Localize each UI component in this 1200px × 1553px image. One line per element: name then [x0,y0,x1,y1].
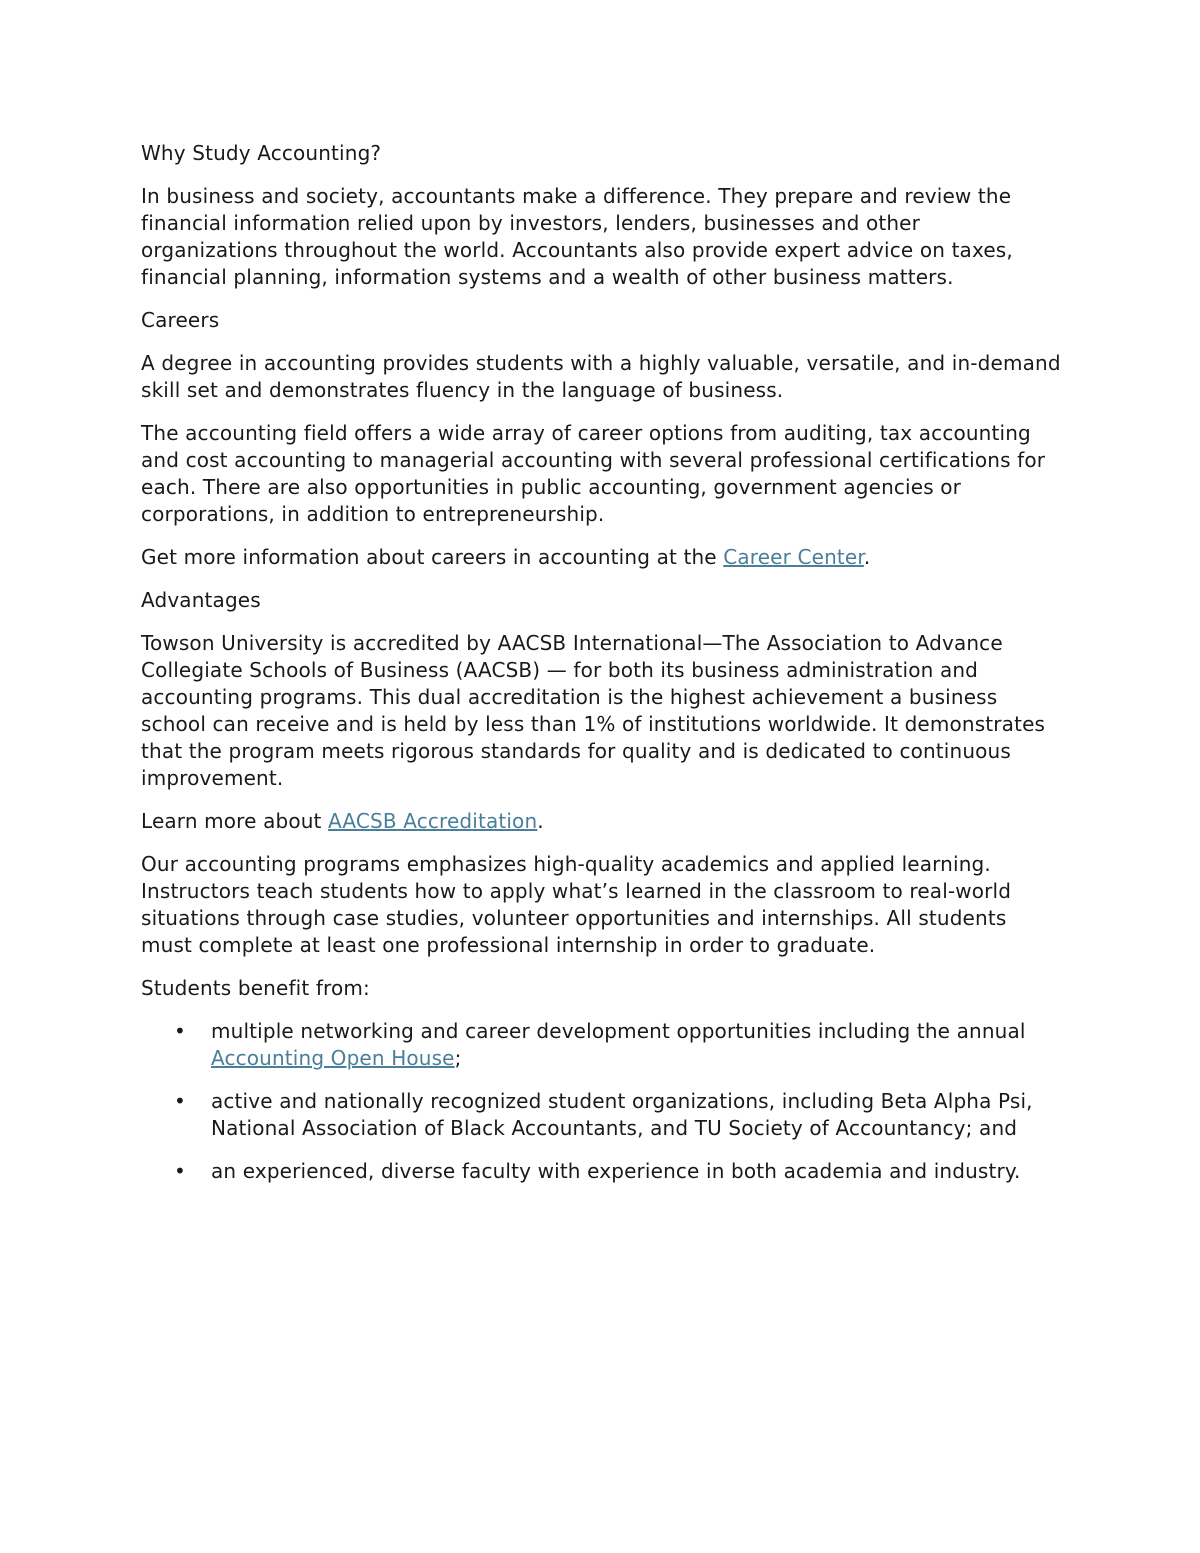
aacsb-accreditation-link[interactable]: AACSB Accreditation [328,809,538,833]
career-center-text: Get more information about careers in accounting at the [141,545,724,569]
aacsb-line [141,808,1061,835]
intro-paragraph: In business and society, accountants make a difference. They prepare and review the financial information relied upon by investors, lenders, businesses and other organizations throughout the world. Accountants also provide expert advice on taxes, financial planning, information systems and a wealth of other business matters. [141,184,1013,289]
aacsb-punct: . [537,809,544,833]
benefit-2-text: active and nationally recognized student organizations, including Beta Alpha Psi, National Association of Black Accountants, and TU Society of Accountancy; and [211,1089,1033,1140]
career-center-link[interactable]: Career Center [723,545,864,569]
list-item [141,1158,1061,1185]
list-item [141,1088,1061,1142]
programs-paragraph: Our accounting programs emphasizes high-quality academics and applied learning. Instructors teach students how to apply what’s learned in the classroom to real-world situations through case studies, volunteer opportunities and internships. All students must complete at least one professional internship in order to graduate. [141,852,1012,957]
aacsb-text: Learn more about [141,809,329,833]
benefits-intro: Students benefit from: [141,976,370,1000]
benefit-3-text: an experienced, diverse faculty with experience in both academia and industry. [211,1159,1021,1183]
careers-paragraph-2: The accounting field offers a wide array of career options from auditing, tax accounting and cost accounting to managerial accounting with several professional certifications for each. There are also opportunities in public accounting, government agencies or corporations, in addition to entrepreneurship. [141,421,1046,526]
heading-careers: Careers [141,308,220,332]
advantages-paragraph: Towson University is accredited by AACSB International—The Association to Advance Collegiate Schools of Business (AACSB) — for both its business administration and accounting programs. This dual accreditation is the highest achievement a business school can receive and is held by less than 1% of institutions worldwide. It demonstrates that the program meets rigorous standards for quality and is dedicated to continuous improvement. [141,631,1046,790]
bullet-icon: • [174,1159,186,1183]
list-item [141,1018,1061,1072]
career-center-line [141,544,1061,571]
benefits-list [141,1018,1061,1185]
bullet-icon: • [174,1089,186,1113]
benefit-1-text: multiple networking and career development opportunities including the annual [211,1019,1026,1043]
heading-why-study-accounting: Why Study Accounting? [141,141,382,165]
document-page [141,140,1061,1201]
benefit-1-punct: ; [454,1046,462,1070]
careers-paragraph-1: A degree in accounting provides students with a highly valuable, versatile, and in-demand skill set and demonstrates fluency in the language of business. [141,351,1061,402]
career-center-punct: . [863,545,871,569]
accounting-open-house-link[interactable]: Accounting Open House [211,1046,455,1070]
bullet-icon: • [174,1019,186,1043]
heading-advantages: Advantages [141,588,261,612]
